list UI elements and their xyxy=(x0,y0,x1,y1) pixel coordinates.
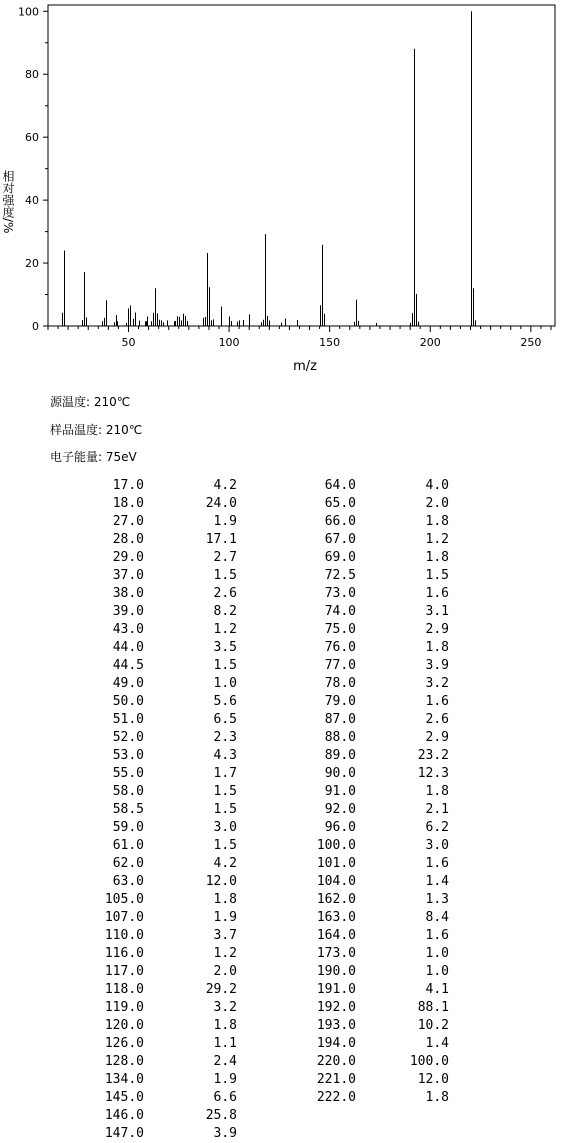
y-axis-label: 相对强度/% xyxy=(1,170,15,234)
peak-row xyxy=(0,1089,570,1107)
peak-mz: 173.0 xyxy=(316,946,356,961)
peak-intensity: 2.7 xyxy=(213,550,237,565)
peak-mz: 27.0 xyxy=(112,514,144,529)
peak-intensity: 8.2 xyxy=(213,604,237,619)
peak-intensity: 3.9 xyxy=(213,1126,237,1141)
peak-mz: 62.0 xyxy=(112,856,144,871)
peak-row xyxy=(0,729,570,747)
peak-mz: 101.0 xyxy=(316,856,356,871)
peak-mz: 126.0 xyxy=(104,1036,144,1051)
peak-row xyxy=(0,1125,570,1143)
peak-mz: 164.0 xyxy=(316,928,356,943)
peak-intensity: 88.1 xyxy=(417,1000,449,1015)
peak-intensity: 1.8 xyxy=(425,514,449,529)
peak-mz: 193.0 xyxy=(316,1018,356,1033)
peak-intensity: 17.1 xyxy=(205,532,237,547)
peak-mz: 110.0 xyxy=(104,928,144,943)
peak-intensity: 2.1 xyxy=(425,802,449,817)
peak-row xyxy=(0,855,570,873)
peak-intensity: 2.3 xyxy=(213,730,237,745)
y-tick-label: 20 xyxy=(25,257,39,271)
peak-intensity: 6.6 xyxy=(213,1090,237,1105)
peak-intensity: 5.6 xyxy=(213,694,237,709)
peak-intensity: 12.0 xyxy=(417,1072,449,1087)
peak-mz: 91.0 xyxy=(324,784,356,799)
peak-row xyxy=(0,603,570,621)
peak-mz: 120.0 xyxy=(104,1018,144,1033)
peak-mz: 74.0 xyxy=(324,604,356,619)
peak-mz: 134.0 xyxy=(104,1072,144,1087)
peak-row xyxy=(0,1035,570,1053)
peak-intensity: 24.0 xyxy=(205,496,237,511)
peak-mz: 77.0 xyxy=(324,658,356,673)
peak-mz: 64.0 xyxy=(324,478,356,493)
peak-intensity: 1.9 xyxy=(213,514,237,529)
peak-intensity: 12.3 xyxy=(417,766,449,781)
peak-mz: 61.0 xyxy=(112,838,144,853)
peak-intensity: 1.4 xyxy=(425,874,449,889)
peak-mz: 119.0 xyxy=(104,1000,144,1015)
peak-row xyxy=(0,945,570,963)
peak-mz: 191.0 xyxy=(316,982,356,997)
peak-intensity: 1.9 xyxy=(213,910,237,925)
peak-intensity: 3.9 xyxy=(425,658,449,673)
peak-intensity: 3.1 xyxy=(425,604,449,619)
peak-mz: 88.0 xyxy=(324,730,356,745)
mass-spectrum-chart xyxy=(0,0,570,385)
peak-mz: 76.0 xyxy=(324,640,356,655)
peak-row xyxy=(0,657,570,675)
peak-mz: 192.0 xyxy=(316,1000,356,1015)
peak-intensity: 1.0 xyxy=(213,676,237,691)
peak-row xyxy=(0,837,570,855)
peak-mz: 53.0 xyxy=(112,748,144,763)
peak-mz: 38.0 xyxy=(112,586,144,601)
peak-mz: 63.0 xyxy=(112,874,144,889)
peak-intensity: 100.0 xyxy=(409,1054,449,1069)
source-temperature: 源温度: 210℃ xyxy=(50,395,131,409)
peak-intensity: 1.5 xyxy=(213,568,237,583)
peak-intensity: 2.4 xyxy=(213,1054,237,1069)
peak-row xyxy=(0,621,570,639)
peak-mz: 147.0 xyxy=(104,1126,144,1141)
peak-intensity: 3.0 xyxy=(213,820,237,835)
peak-mz: 66.0 xyxy=(324,514,356,529)
peak-intensity: 4.1 xyxy=(425,982,449,997)
peak-mz: 69.0 xyxy=(324,550,356,565)
peak-mz: 222.0 xyxy=(316,1090,356,1105)
peak-mz: 39.0 xyxy=(112,604,144,619)
peak-row xyxy=(0,549,570,567)
peak-row xyxy=(0,1053,570,1071)
peak-mz: 73.0 xyxy=(324,586,356,601)
x-axis-label: m/z xyxy=(293,359,317,374)
peak-intensity: 1.8 xyxy=(425,1090,449,1105)
x-tick-label: 250 xyxy=(520,336,542,349)
peak-row xyxy=(0,711,570,729)
peak-mz: 44.0 xyxy=(112,640,144,655)
peak-mz: 67.0 xyxy=(324,532,356,547)
peak-mz: 145.0 xyxy=(104,1090,144,1105)
peak-intensity: 1.4 xyxy=(425,1036,449,1051)
peak-row xyxy=(0,693,570,711)
peak-mz: 128.0 xyxy=(104,1054,144,1069)
peak-row xyxy=(0,1017,570,1035)
peak-row xyxy=(0,873,570,891)
peak-intensity: 1.2 xyxy=(213,622,237,637)
peak-intensity: 1.8 xyxy=(425,640,449,655)
peak-mz: 79.0 xyxy=(324,694,356,709)
peak-intensity: 1.6 xyxy=(425,694,449,709)
x-tick-label: 50 xyxy=(121,336,136,349)
peak-intensity: 25.8 xyxy=(205,1108,237,1123)
peak-intensity: 6.5 xyxy=(213,712,237,727)
peak-mz: 29.0 xyxy=(112,550,144,565)
peak-mz: 104.0 xyxy=(316,874,356,889)
peak-intensity: 4.0 xyxy=(425,478,449,493)
peak-row xyxy=(0,819,570,837)
electron-energy: 电子能量: 75eV xyxy=(50,450,137,464)
peak-mz: 162.0 xyxy=(316,892,356,907)
peak-mz: 96.0 xyxy=(324,820,356,835)
peak-intensity: 6.2 xyxy=(425,820,449,835)
peak-mz: 118.0 xyxy=(104,982,144,997)
peak-mz: 92.0 xyxy=(324,802,356,817)
y-tick-label: 40 xyxy=(25,194,39,208)
peak-mz: 105.0 xyxy=(104,892,144,907)
peak-row xyxy=(0,783,570,801)
peak-intensity: 2.9 xyxy=(425,622,449,637)
peak-intensity: 3.2 xyxy=(425,676,449,691)
peak-intensity: 1.6 xyxy=(425,856,449,871)
peak-mz: 17.0 xyxy=(112,478,144,493)
chart-bars xyxy=(63,11,476,326)
peak-mz: 50.0 xyxy=(112,694,144,709)
peak-intensity: 1.0 xyxy=(425,964,449,979)
peak-mz: 65.0 xyxy=(324,496,356,511)
peak-row xyxy=(0,747,570,765)
peak-mz: 75.0 xyxy=(324,622,356,637)
peak-row xyxy=(0,567,570,585)
peak-row xyxy=(0,927,570,945)
peak-intensity: 1.5 xyxy=(213,802,237,817)
peak-row xyxy=(0,639,570,657)
peak-intensity: 1.5 xyxy=(213,838,237,853)
peak-intensity: 1.6 xyxy=(425,928,449,943)
y-tick-label: 80 xyxy=(25,68,39,82)
peak-mz: 43.0 xyxy=(112,622,144,637)
peak-mz: 51.0 xyxy=(112,712,144,727)
peak-row xyxy=(0,1107,570,1125)
peak-row xyxy=(0,513,570,531)
peak-row xyxy=(0,999,570,1017)
peak-mz: 18.0 xyxy=(112,496,144,511)
peak-intensity: 1.8 xyxy=(213,1018,237,1033)
peak-intensity: 3.2 xyxy=(213,1000,237,1015)
peak-intensity: 1.8 xyxy=(425,550,449,565)
peak-mz: 28.0 xyxy=(112,532,144,547)
peak-intensity: 10.2 xyxy=(417,1018,449,1033)
peak-row xyxy=(0,1071,570,1089)
peak-mz: 117.0 xyxy=(104,964,144,979)
peak-intensity: 1.8 xyxy=(213,892,237,907)
peak-intensity: 1.7 xyxy=(213,766,237,781)
peak-mz: 146.0 xyxy=(104,1108,144,1123)
peak-mz: 90.0 xyxy=(324,766,356,781)
peak-intensity: 4.2 xyxy=(213,856,237,871)
plot-frame xyxy=(48,5,555,326)
peak-row xyxy=(0,765,570,783)
peak-mz: 52.0 xyxy=(112,730,144,745)
x-tick-label: 150 xyxy=(319,336,341,349)
peak-intensity: 1.5 xyxy=(425,568,449,583)
peak-mz: 58.5 xyxy=(112,802,144,817)
peak-row xyxy=(0,981,570,999)
chart-axes xyxy=(18,5,555,349)
peak-intensity: 1.8 xyxy=(425,784,449,799)
peak-mz: 58.0 xyxy=(112,784,144,799)
peak-intensity: 1.5 xyxy=(213,658,237,673)
x-tick-label: 100 xyxy=(218,336,240,349)
peak-row xyxy=(0,477,570,495)
peak-intensity: 1.2 xyxy=(213,946,237,961)
peak-mz: 49.0 xyxy=(112,676,144,691)
peak-mz: 194.0 xyxy=(316,1036,356,1051)
peak-intensity: 4.2 xyxy=(213,478,237,493)
peak-mz: 89.0 xyxy=(324,748,356,763)
y-tick-label: 60 xyxy=(25,131,39,145)
peak-mz: 72.5 xyxy=(324,568,356,583)
peak-intensity: 29.2 xyxy=(205,982,237,997)
y-tick-label: 0 xyxy=(32,320,39,333)
y-tick-label: 100 xyxy=(18,5,39,19)
peak-mz: 37.0 xyxy=(112,568,144,583)
sample-temperature: 样品温度: 210℃ xyxy=(50,423,143,437)
peak-mz: 220.0 xyxy=(316,1054,356,1069)
peak-intensity: 3.7 xyxy=(213,928,237,943)
peak-row xyxy=(0,531,570,549)
peak-mz: 100.0 xyxy=(316,838,356,853)
peak-mz: 87.0 xyxy=(324,712,356,727)
peak-mz: 107.0 xyxy=(104,910,144,925)
peak-intensity: 4.3 xyxy=(213,748,237,763)
peak-intensity: 8.4 xyxy=(425,910,449,925)
peak-mz: 190.0 xyxy=(316,964,356,979)
peak-mz: 44.5 xyxy=(112,658,144,673)
peak-intensity: 2.9 xyxy=(425,730,449,745)
peak-mz: 116.0 xyxy=(104,946,144,961)
peak-intensity: 2.6 xyxy=(213,586,237,601)
peak-mz: 59.0 xyxy=(112,820,144,835)
peak-intensity: 1.2 xyxy=(425,532,449,547)
peak-intensity: 2.0 xyxy=(425,496,449,511)
peak-intensity: 3.5 xyxy=(213,640,237,655)
peak-row xyxy=(0,963,570,981)
peak-row xyxy=(0,801,570,819)
peak-mz: 78.0 xyxy=(324,676,356,691)
peak-mz: 163.0 xyxy=(316,910,356,925)
peak-row xyxy=(0,891,570,909)
peak-intensity: 1.6 xyxy=(425,586,449,601)
peak-intensity: 1.3 xyxy=(425,892,449,907)
peak-intensity: 1.0 xyxy=(425,946,449,961)
peak-intensity: 2.0 xyxy=(213,964,237,979)
peak-row xyxy=(0,909,570,927)
peak-intensity: 1.1 xyxy=(213,1036,237,1051)
peak-row xyxy=(0,585,570,603)
x-tick-label: 200 xyxy=(419,336,441,349)
peak-mz: 221.0 xyxy=(316,1072,356,1087)
peak-intensity: 1.5 xyxy=(213,784,237,799)
peak-intensity: 23.2 xyxy=(417,748,449,763)
peak-mz: 55.0 xyxy=(112,766,144,781)
peak-intensity: 3.0 xyxy=(425,838,449,853)
peak-intensity: 12.0 xyxy=(205,874,237,889)
peak-row xyxy=(0,495,570,513)
peak-intensity: 1.9 xyxy=(213,1072,237,1087)
peak-intensity: 2.6 xyxy=(425,712,449,727)
peak-row xyxy=(0,675,570,693)
